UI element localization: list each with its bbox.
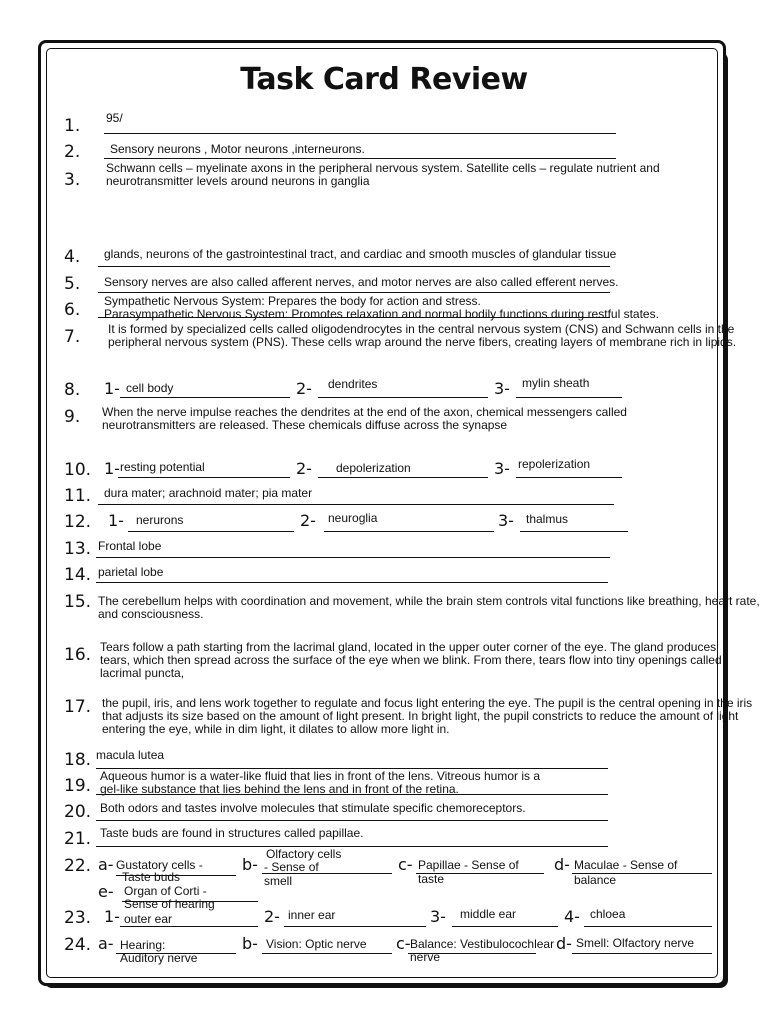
question-24-line-c [408,953,536,954]
question-6-line [98,317,610,318]
question-22-answer-e-line1: Organ of Corti - [124,884,207,898]
question-24-answer-d: Smell: Olfactory nerve [576,936,695,950]
question-3-number: 3. [64,170,81,190]
question-12-number: 12. [64,512,92,532]
question-21-number: 21. [64,829,92,849]
question-7-number: 7. [64,327,81,347]
question-12-answer-1: nerurons [136,513,184,527]
question-13-number: 13. [64,539,92,559]
question-20-answer: Both odors and tastes involve molecules that stimulate specific chemoreceptors. [100,801,526,815]
question-15-answer: The cerebellum helps with coordination and movement, while the brain stem controls vital functions like breathing, heart rate, and consciousness. [98,594,760,621]
question-16-answer: Tears follow a path starting from the lacrimal gland, located in the upper outer corner of the eye. The gland produces tears, which then spread across the surface of the eye when we blink. From there, tears flow into tiny openings called lacrimal puncta, [100,640,722,680]
question-22-answer-e-line2: Sense of hearing [124,897,215,911]
question-24-answer-a-line2: Auditory nerve [120,951,198,965]
question-22-prefix-b: b- [242,855,258,874]
question-8-number: 8. [64,380,81,400]
question-22-number: 22. [64,856,92,876]
question-12-line-1 [128,531,294,532]
question-11-answer: dura mater; arachnoid mater; pia mater [104,486,313,500]
question-19-answer-line1: Aqueous humor is a water-like fluid that lies in front of the lens. Vitreous humor is a [100,769,540,783]
question-14-answer: parietal lobe [98,565,164,579]
question-24-number: 24. [64,935,92,955]
question-18-answer: macula lutea [96,748,165,762]
question-20-number: 20. [64,802,92,822]
question-8-prefix-3: 3- [494,379,510,398]
question-13-answer: Frontal lobe [98,539,162,553]
question-16-number: 16. [64,645,92,665]
question-4-line [98,266,610,267]
question-8-answer-3: mylin sheath [522,376,590,390]
question-6-number: 6. [64,300,81,320]
question-12-prefix-1: 1- [108,511,124,530]
question-1-line [104,133,616,134]
question-12-answer-2: neuroglia [328,511,378,525]
question-12-line-3 [520,531,628,532]
question-10-number: 10. [64,460,92,480]
question-12-prefix-3: 3- [498,511,514,530]
question-22-line-c [416,873,544,874]
question-22-answer-d-line1: Maculae - Sense of [574,858,678,872]
question-8-line-2 [318,397,488,398]
question-10-line-1 [118,477,290,478]
question-14-line [96,582,608,583]
question-15-number: 15. [64,592,92,612]
question-23-answer-4: chloea [590,907,626,921]
question-23-line-1 [120,926,258,927]
question-12-prefix-2: 2- [300,511,316,530]
question-22-answer-d-line2: balance [574,873,617,887]
question-10-prefix-3: 3- [494,459,510,478]
question-24-answer-c-line2: nerve [410,950,441,964]
question-11-number: 11. [64,486,92,506]
question-22-answer-b-line3: smell [264,874,293,888]
question-23-number: 23. [64,908,92,928]
question-22-prefix-a: a- [98,855,114,874]
question-22-answer-b-line2: - Sense of [264,860,319,874]
question-6-answer-line2: Parasympathetic Nervous System: Promotes relaxation and normal bodily functions during restful states. [104,307,659,321]
question-2-answer: Sensory neurons , Motor neurons ,interneurons. [110,142,365,156]
question-23-prefix-3: 3- [430,907,446,926]
question-5-number: 5. [64,274,81,294]
question-2-line [104,158,616,159]
question-23-prefix-1: 1- [104,907,120,926]
question-10-line-2 [318,477,488,478]
question-19-answer-line2: gel-like substance that lies behind the lens and in front of the retina. [100,782,459,796]
question-17-answer: the pupil, iris, and lens work together to regulate and focus light entering the eye. The pupil is the central opening in the iris that adjusts its size based on the amount of light present. In bright light, the pupil constricts to reduce the amount of light entering the eye, while in dim light, it dilates to allow more light in. [102,696,753,736]
question-22-answer-a-line2: Taste buds [122,870,181,884]
question-9-number: 9. [64,407,81,427]
question-22-line-e [122,901,258,902]
question-23-answer-3: middle ear [460,907,517,921]
question-19-line [96,794,608,795]
question-22-line-a [116,875,236,876]
question-5-answer: Sensory nerves are also called afferent nerves, and motor nerves are also called efferent nerves. [104,275,619,289]
question-22-prefix-e: e- [98,882,114,901]
question-8-prefix-1: 1- [104,379,120,398]
question-23-line-4 [584,926,712,927]
question-2-number: 2. [64,142,81,162]
question-10-prefix-2: 2- [296,459,312,478]
page-title: Task Card Review [240,62,528,97]
question-24-answer-c-line1: Balance: Vestibulocochlear [410,937,555,951]
question-6-answer-line1: Sympathetic Nervous System: Prepares the body for action and stress. [104,294,481,308]
question-3-answer: Schwann cells – myelinate axons in the peripheral nervous system. Satellite cells – regulate nutrient and neurotransmitter levels around neurons in ganglia [106,161,660,188]
question-13-line [96,557,610,558]
question-24-answer-b: Vision: Optic nerve [266,937,367,951]
question-10-answer-1: resting potential [120,460,205,474]
question-22-prefix-d: d- [554,855,570,874]
question-7-answer: It is formed by specialized cells called oligodendrocytes in the central nervous system (CNS) and Schwann cells in the peripheral nervous system (PNS). These cells wrap around the nerve fibers, creating layers of membrane rich in lipids. [108,322,737,349]
question-12-answer-3: thalmus [526,512,569,526]
question-24-line-d [572,953,712,954]
question-24-prefix-d: d- [556,934,572,953]
question-23-answer-1: outer ear [124,912,173,926]
question-21-line [96,846,608,847]
question-10-prefix-1: 1- [104,459,120,478]
question-9-answer: When the nerve impulse reaches the dendrites at the end of the axon, chemical messengers called neurotransmitters are released. These chemicals diffuse across the synapse [102,405,627,432]
question-8-line-1 [120,397,290,398]
question-24-line-a [116,953,236,954]
question-22-answer-c-line2: taste [418,872,445,886]
question-11-line [98,504,614,505]
question-21-answer: Taste buds are found in structures called papillae. [100,826,364,840]
question-24-prefix-a: a- [98,934,114,953]
question-10-answer-3: repolerization [518,457,591,471]
question-24-prefix-c: c- [396,934,411,953]
question-23-prefix-2: 2- [264,907,280,926]
question-4-answer: glands, neurons of the gastrointestinal tract, and cardiac and smooth muscles of glandular tissue [104,247,617,261]
question-14-number: 14. [64,565,92,585]
question-17-number: 17. [64,697,92,717]
question-22-answer-c-line1: Papillae - Sense of [418,858,519,872]
question-22-line-d [572,873,712,874]
question-1-answer: 95/ [106,111,123,125]
question-8-answer-2: dendrites [328,377,378,391]
question-23-line-3 [452,926,558,927]
question-1-number: 1. [64,116,81,136]
question-24-answer-a-line1: Hearing: [120,938,166,952]
question-18-number: 18. [64,750,92,770]
question-22-answer-b-line1: Olfactory cells [266,847,342,861]
question-8-line-3 [516,397,622,398]
question-24-prefix-b: b- [242,934,258,953]
question-22-prefix-c: c- [398,855,413,874]
question-5-line [98,292,610,293]
question-22-answer-a-line1: Gustatory cells - [116,858,203,872]
question-24-line-b [262,953,392,954]
question-10-line-3 [516,477,622,478]
question-23-line-2 [284,926,426,927]
question-8-answer-1: cell body [126,381,174,395]
question-19-number: 19. [64,776,92,796]
question-23-answer-2: inner ear [288,908,336,922]
question-20-line [96,820,608,821]
question-8-prefix-2: 2- [296,379,312,398]
question-4-number: 4. [64,247,81,267]
question-23-prefix-4: 4- [564,907,580,926]
question-22-line-b [262,873,392,874]
question-12-line-2 [324,531,494,532]
question-10-answer-2: depolerization [336,461,411,475]
